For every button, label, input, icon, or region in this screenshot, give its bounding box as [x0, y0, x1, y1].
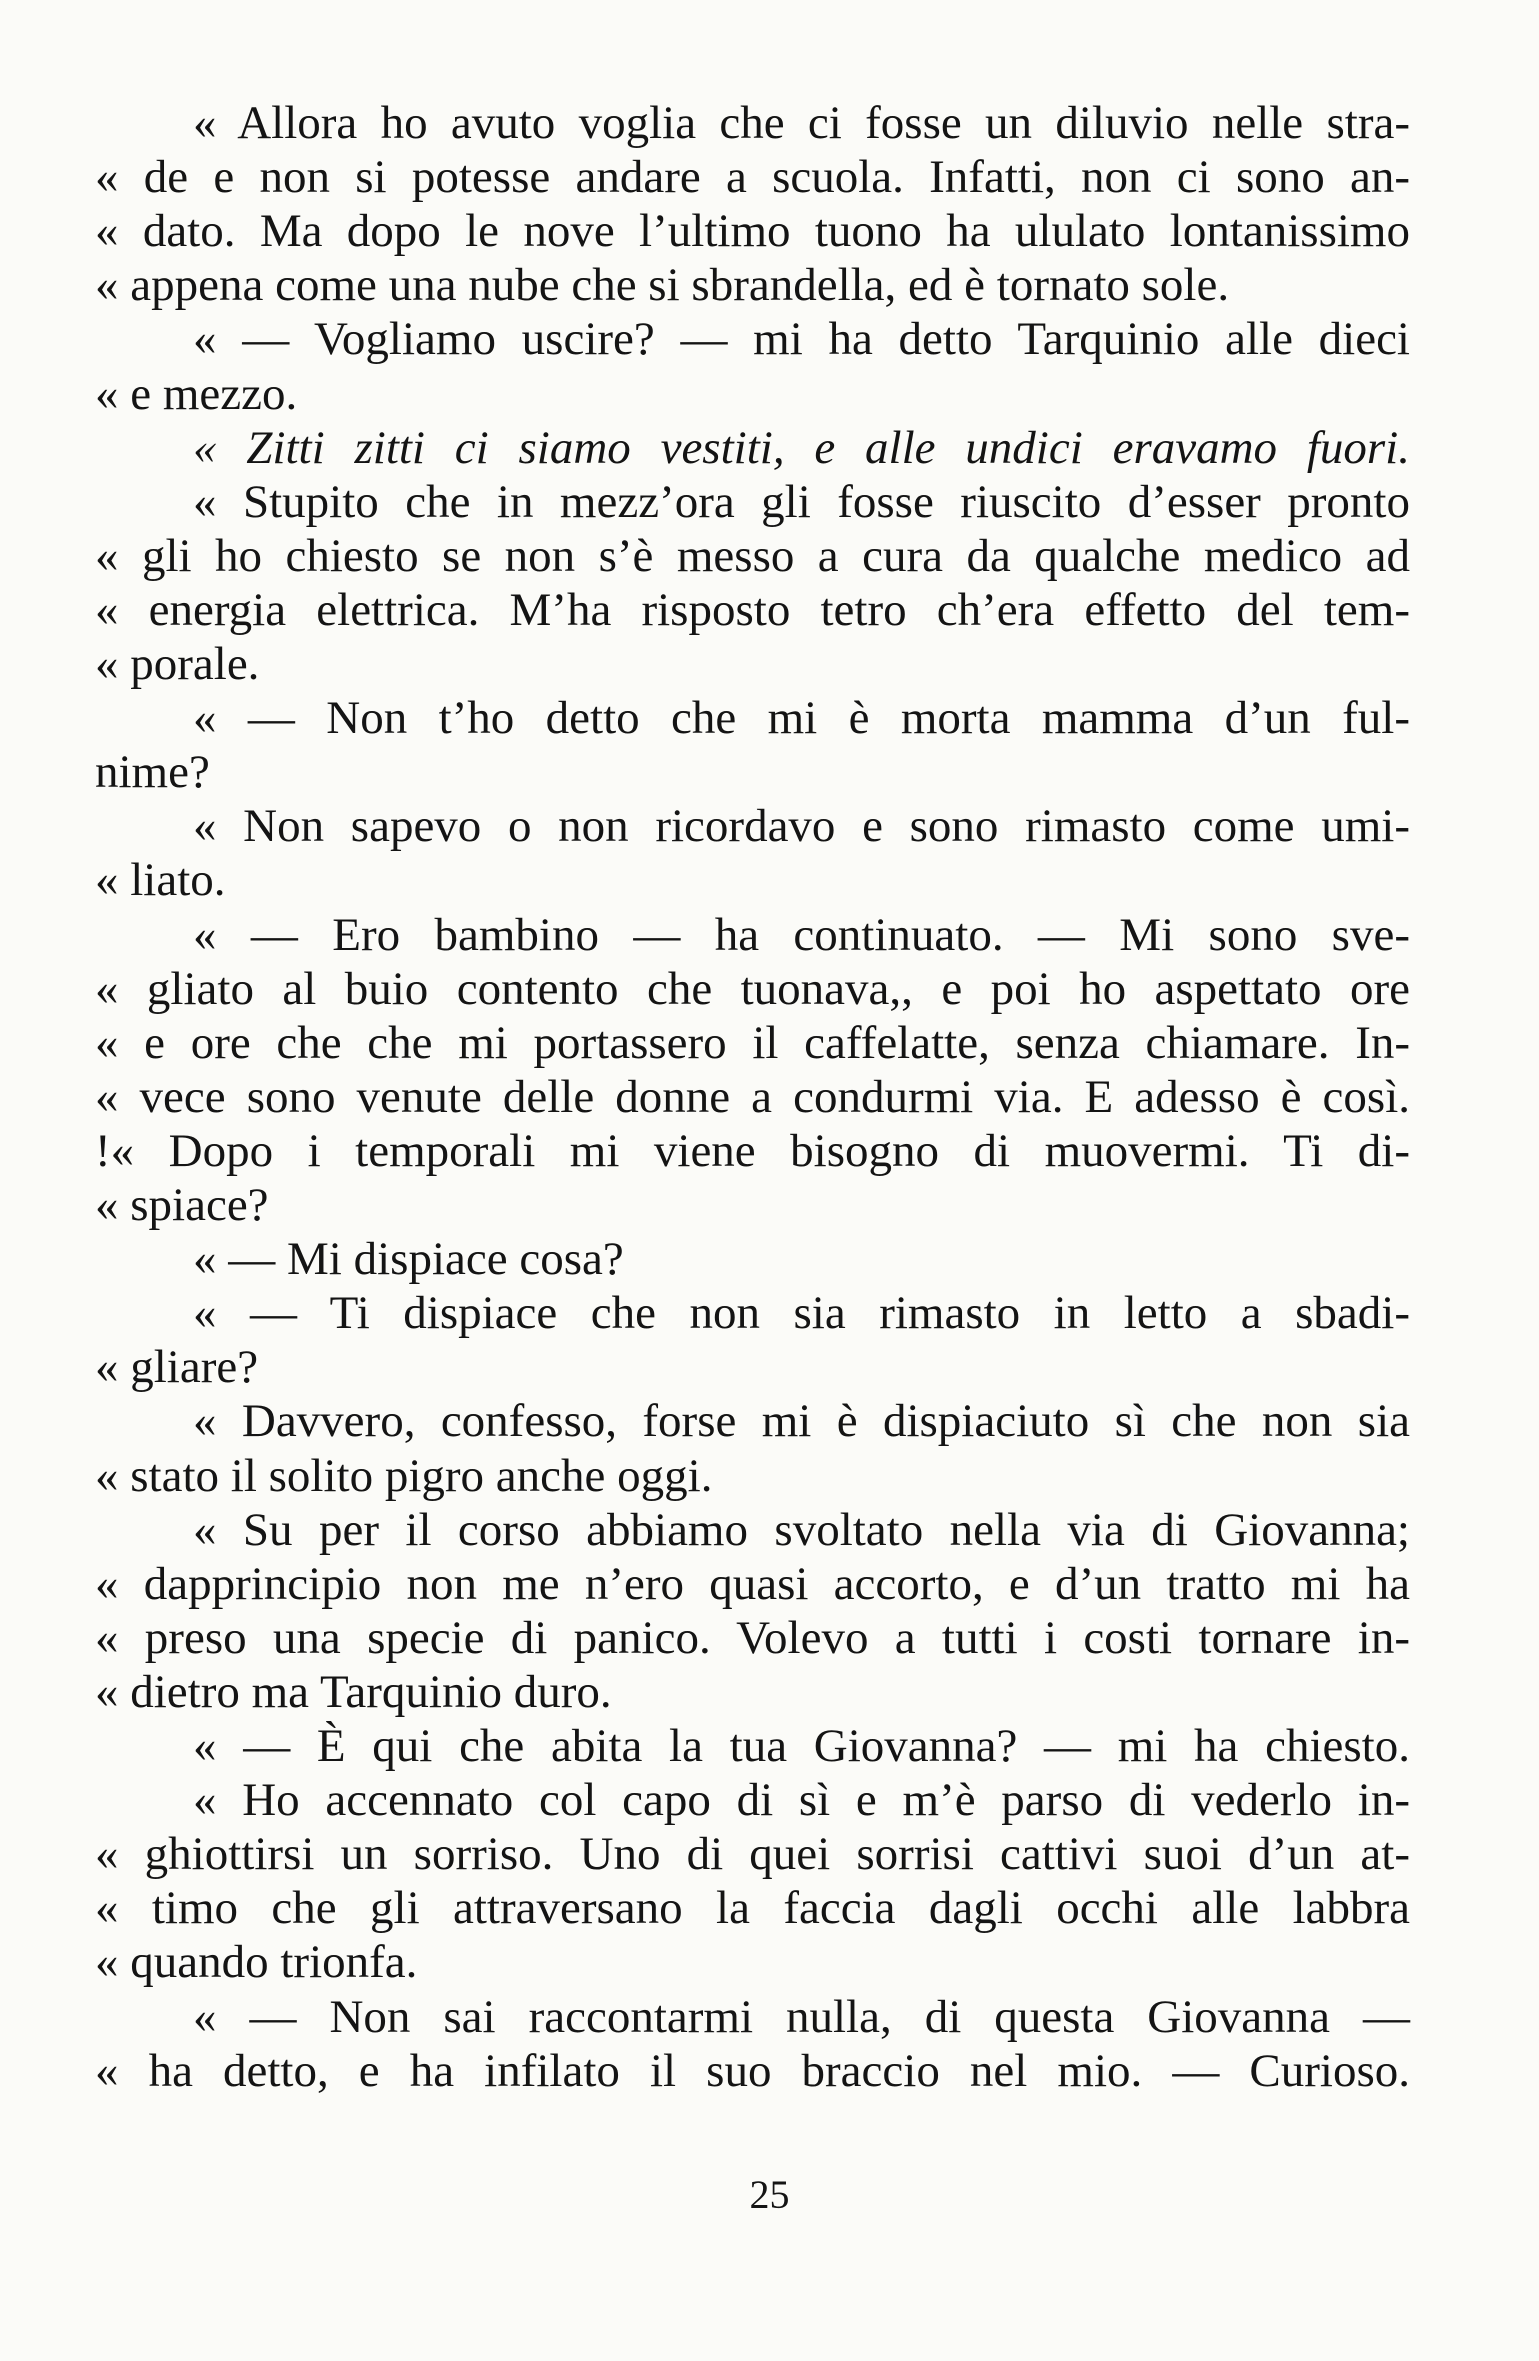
book-page [95, 95, 1410, 2275]
text-line: « — Mi dispiace cosa? [193, 1233, 624, 1286]
text-line: « ghiottirsi un sorriso. Uno di quei sorrisi cattivi suoi d’un at- [95, 1828, 1410, 1881]
text-line: « e ore che che mi portassero il caffelatte, senza chiamare. In- [95, 1016, 1410, 1069]
text-line: « — Ero bambino — ha continuato. — Mi sono sve- [193, 908, 1410, 961]
text-line: « ha detto, e ha infilato il suo braccio nel mio. — Curioso. [95, 2044, 1410, 2097]
text-line: « gliare? [95, 1341, 259, 1394]
text-line: « Ho accennato col capo di sì e m’è parso di vederlo in- [193, 1774, 1410, 1827]
text-line: « Su per il corso abbiamo svoltato nella via di Giovanna; [193, 1503, 1410, 1556]
text-line: « energia elettrica. M’ha risposto tetro ch’era effetto del tem- [95, 583, 1410, 636]
text-line: « de e non si potesse andare a scuola. Infatti, non ci sono an- [95, 151, 1410, 204]
text-line: !« Dopo i temporali mi viene bisogno di muovermi. Ti di- [95, 1124, 1410, 1177]
text-line: « dato. Ma dopo le nove l’ultimo tuono ha ululato lontanissimo [95, 205, 1410, 258]
text-line: « — Ti dispiace che non sia rimasto in letto a sbadi- [193, 1287, 1410, 1340]
text-line: « vece sono venute delle donne a condurmi via. E adesso è così. [95, 1070, 1410, 1123]
text-line: « preso una specie di panico. Volevo a tutti i costi tornare in- [95, 1611, 1410, 1664]
text-line: « Stupito che in mezz’ora gli fosse riuscito d’esser pronto [193, 475, 1410, 528]
text-line: « dietro ma Tarquinio duro. [95, 1665, 612, 1718]
text-line: « appena come una nube che si sbrandella, ed è tornato sole. [95, 259, 1230, 312]
text-line: « — Non sai raccontarmi nulla, di questa Giovanna — [193, 1990, 1410, 2043]
page-number: 25 [749, 2172, 790, 2217]
text-line: « — È qui che abita la tua Giovanna? — mi ha chiesto. [193, 1720, 1410, 1772]
text-line: « gli ho chiesto se non s’è messo a cura da qualche medico ad [95, 529, 1410, 582]
text-line: « liato. [95, 854, 226, 907]
text-line: « quando trionfa. [95, 1936, 418, 1989]
text-line: « Zitti zitti ci siamo vestiti, e alle undici eravamo fuori. [193, 421, 1410, 474]
text-line: « e mezzo. [95, 367, 298, 420]
text-line: « — Non t’ho detto che mi è morta mamma d’un ful- [193, 692, 1410, 745]
text-line: nime? [95, 746, 210, 799]
text-line: « porale. [95, 638, 260, 690]
text-line: « — Vogliamo uscire? — mi ha detto Tarquinio alle dieci [193, 313, 1410, 366]
text-line: « Allora ho avuto voglia che ci fosse un diluvio nelle stra- [193, 97, 1410, 149]
text-line: « spiace? [95, 1179, 269, 1231]
text-line: « timo che gli attraversano la faccia dagli occhi alle labbra [95, 1882, 1410, 1935]
text-line: « dapprincipio non me n’ero quasi accorto, e d’un tratto mi ha [95, 1557, 1410, 1610]
text-line: « stato il solito pigro anche oggi. [95, 1449, 713, 1502]
text-line: « gliato al buio contento che tuonava,, e poi ho aspettato ore [95, 962, 1410, 1015]
text-line: « Davvero, confesso, forse mi è dispiaciuto sì che non sia [193, 1395, 1410, 1448]
text-line: « Non sapevo o non ricordavo e sono rimasto come umi- [193, 800, 1410, 853]
